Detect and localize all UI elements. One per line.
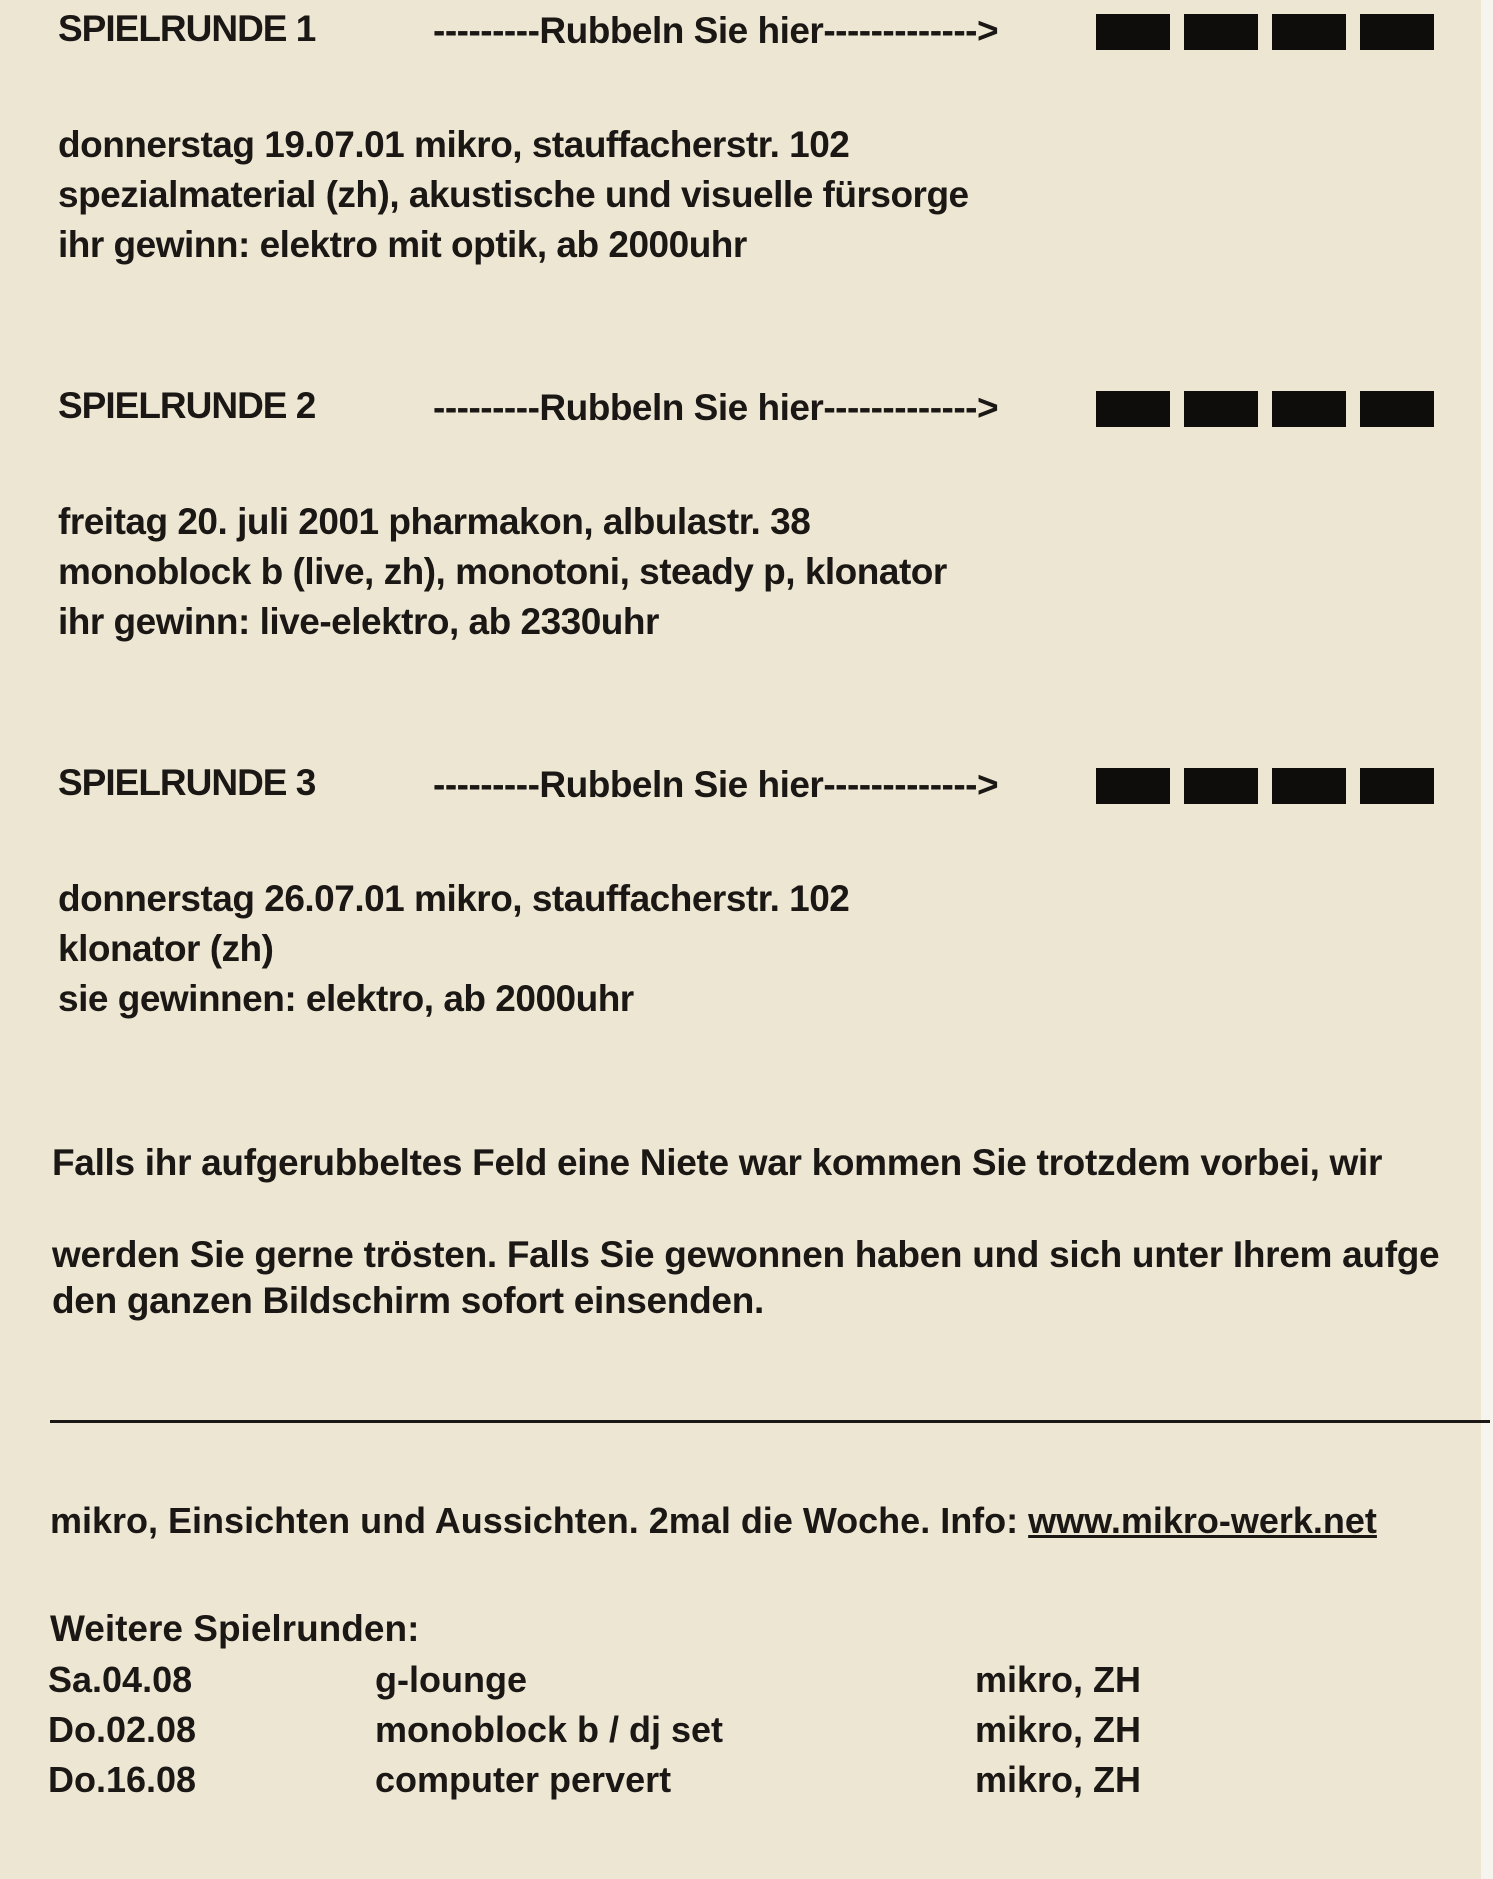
round-3-details: [58, 874, 1438, 1024]
round-1-lineup: spezialmaterial (zh), akustische und visuelle fürsorge: [58, 174, 969, 215]
notice-line-3: den ganzen Bildschirm sofort einsenden.: [52, 1280, 764, 1321]
event-act: monoblock b / dj set: [375, 1709, 724, 1750]
paper-edge: [1481, 0, 1493, 1879]
round-2-title: SPIELRUNDE 2: [58, 385, 316, 426]
scratch-field[interactable]: [1096, 768, 1170, 804]
round-3-date-venue: donnerstag 26.07.01 mikro, stauffacherstr. 102: [58, 878, 850, 919]
scratch-field[interactable]: [1184, 14, 1258, 50]
scratch-field[interactable]: [1184, 391, 1258, 427]
round-2-lineup: monoblock b (live, zh), monotoni, steady p, klonator: [58, 551, 947, 592]
scratch-field[interactable]: [1184, 768, 1258, 804]
event-venue: mikro, ZH: [975, 1659, 1142, 1700]
list-item: [48, 1755, 1198, 1805]
round-1-details: [58, 120, 1438, 270]
round-2-prize: ihr gewinn: live-elektro, ab 2330uhr: [58, 601, 659, 642]
notice-line-2: werden Sie gerne trösten. Falls Sie gewonnen haben und sich unter Ihrem aufge: [52, 1234, 1440, 1275]
round-3-header: [58, 762, 1438, 818]
footer-info: [50, 1500, 1377, 1542]
scratch-field[interactable]: [1096, 14, 1170, 50]
round-2-rub-label: ---------Rubbeln Sie hier------------->: [433, 387, 999, 428]
round-1-rub-label: ---------Rubbeln Sie hier------------->: [433, 10, 999, 51]
round-1: [58, 8, 1438, 270]
website-link[interactable]: www.mikro-werk.net: [1028, 1500, 1377, 1541]
scratch-field[interactable]: [1272, 391, 1346, 427]
event-date: Do.02.08: [48, 1709, 197, 1750]
scratch-field[interactable]: [1272, 14, 1346, 50]
round-3-scratch-fields: [1096, 768, 1434, 804]
round-1-prize: ihr gewinn: elektro mit optik, ab 2000uhr: [58, 224, 747, 265]
scratch-field[interactable]: [1360, 768, 1434, 804]
round-2-date-venue: freitag 20. juli 2001 pharmakon, albulastr. 38: [58, 501, 811, 542]
event-date: Sa.04.08: [48, 1659, 193, 1700]
divider: [50, 1420, 1490, 1423]
scratch-field[interactable]: [1096, 391, 1170, 427]
notice-line-1: Falls ihr aufgerubbeltes Feld eine Niete war kommen Sie trotzdem vorbei, wir: [52, 1142, 1383, 1183]
footer-info-text: mikro, Einsichten und Aussichten. 2mal die Woche. Info:: [50, 1500, 1029, 1541]
scratch-field[interactable]: [1360, 14, 1434, 50]
list-item: [48, 1705, 1198, 1755]
event-date: Do.16.08: [48, 1759, 197, 1800]
round-2-details: [58, 497, 1438, 647]
round-2: [58, 385, 1438, 647]
more-rounds-title: Weitere Spielrunden:: [50, 1608, 420, 1649]
round-3-lineup: klonator (zh): [58, 928, 274, 969]
more-rounds-list: [48, 1655, 1198, 1805]
round-1-header: [58, 8, 1438, 64]
round-1-scratch-fields: [1096, 14, 1434, 50]
event-venue: mikro, ZH: [975, 1759, 1142, 1800]
round-2-header: [58, 385, 1438, 441]
round-1-date-venue: donnerstag 19.07.01 mikro, stauffacherstr. 102: [58, 124, 850, 165]
scratch-field[interactable]: [1360, 391, 1434, 427]
event-act: g-lounge: [375, 1659, 527, 1700]
scratch-field[interactable]: [1272, 768, 1346, 804]
round-3-prize: sie gewinnen: elektro, ab 2000uhr: [58, 978, 634, 1019]
round-3-rub-label: ---------Rubbeln Sie hier------------->: [433, 764, 999, 805]
round-3: [58, 762, 1438, 1024]
round-3-title: SPIELRUNDE 3: [58, 762, 316, 803]
event-venue: mikro, ZH: [975, 1709, 1142, 1750]
event-act: computer pervert: [375, 1759, 672, 1800]
list-item: [48, 1655, 1198, 1705]
round-1-title: SPIELRUNDE 1: [58, 8, 316, 49]
round-2-scratch-fields: [1096, 391, 1434, 427]
